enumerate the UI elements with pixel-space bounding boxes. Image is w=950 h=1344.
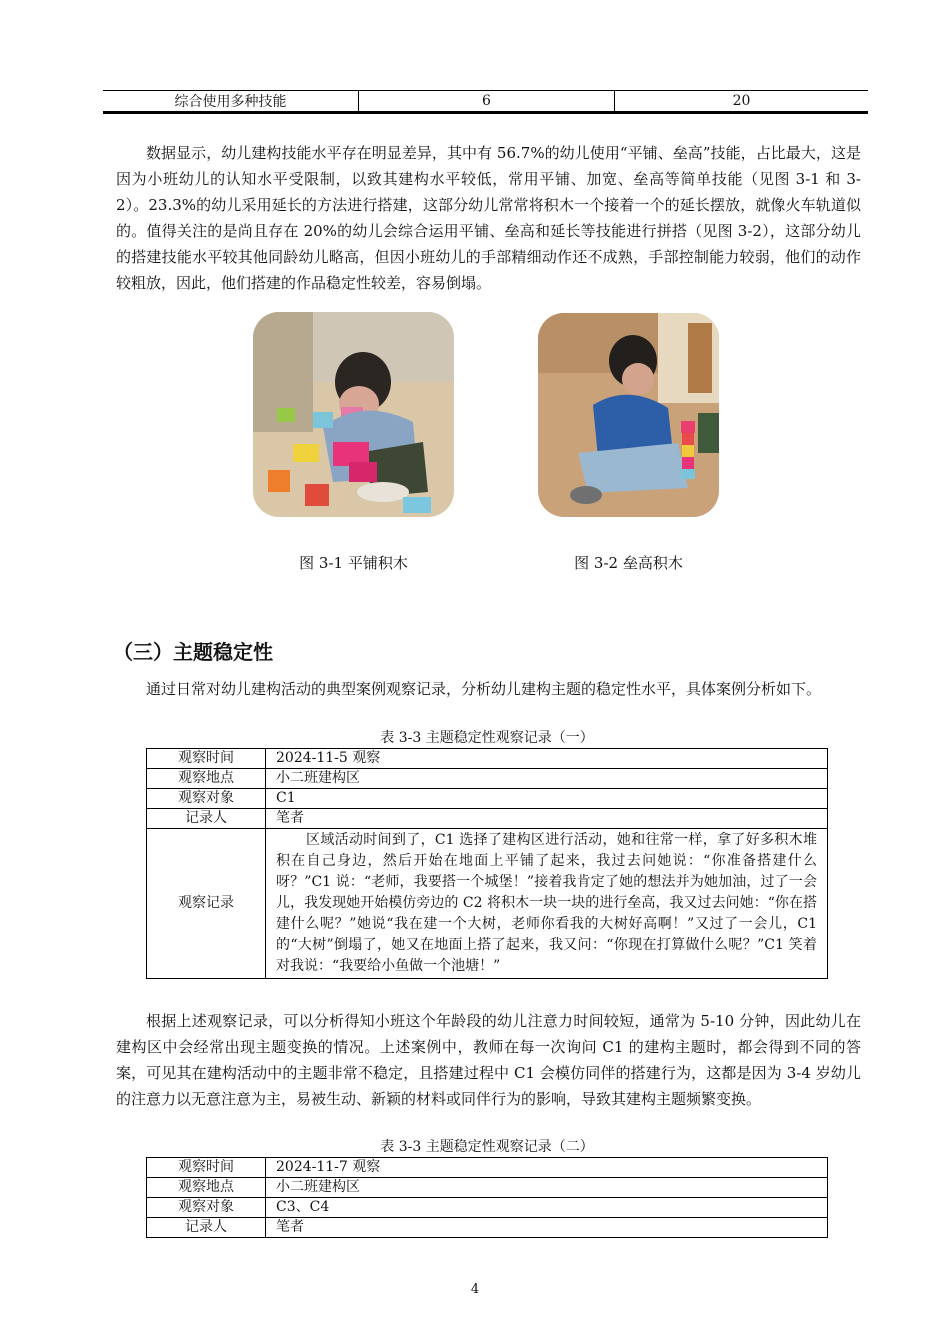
row-value: C1 bbox=[266, 789, 828, 809]
row-label: 观察对象 bbox=[147, 789, 266, 809]
row-value: 2024-11-5 观察 bbox=[266, 749, 828, 769]
table-row bbox=[147, 749, 828, 769]
row-value: 小二班建构区 bbox=[266, 769, 828, 789]
record-text: 区域活动时间到了，C1 选择了建构区进行活动，她和往常一样，拿了好多积木堆积在自己身边，然后开始在地面上平铺了起来，我过去问她说：“你准备搭建什么呀？”C1 说：“老师，我要搭一个城堡！”接着我肯定了她的想法并为她加油，过了一会儿，我发现她开始模仿旁边的 C2 将积木一块一块的进行垒高，我又过去问她：“你在搭建什么呢？”她说“我在建一个大树，老师你看我的大树好高啊！”又过了一会儿，C1 的“大树”倒塌了，她又在地面上搭了起来，我又问：“你现在打算做什么呢？”C1 笑着对我说：“我要给小鱼做一个池塘！” bbox=[266, 829, 828, 979]
table-row bbox=[103, 91, 868, 113]
row-value: 笔者 bbox=[266, 1218, 828, 1238]
row-value: C3、C4 bbox=[266, 1198, 828, 1218]
paragraph-text: 根据上述观察记录，可以分析得知小班这个年龄段的幼儿注意力时间较短，通常为 5-10 分钟，因此幼儿在建构区中会经常出现主题变换的情况。上述案例中，教师在每一次询问 C1 的建构主题时，都会得到不同的答案，可见其在建构活动中的主题非常不稳定，且搭建过程中 C1 会模仿同伴的搭建行为，这都是因为 3-4 岁幼儿的注意力以无意注意为主，易被生动、新颖的材料或同伴行为的影响，导致其建构主题频繁变换。 bbox=[116, 1012, 861, 1108]
photo-stacking-blocks bbox=[538, 313, 719, 517]
photo-flat-laying-blocks bbox=[253, 312, 454, 517]
row-value: 笔者 bbox=[266, 809, 828, 829]
child-flat-blocks-image bbox=[253, 312, 454, 517]
row-value: 2024-11-7 观察 bbox=[266, 1158, 828, 1178]
table-row bbox=[147, 769, 828, 789]
row-label: 观察地点 bbox=[147, 769, 266, 789]
figure-caption-3-2: 图 3-2 垒高积木 bbox=[574, 554, 683, 572]
table2-caption: 表 3-3 主题稳定性观察记录（二） bbox=[380, 1139, 594, 1155]
paragraph-text: 数据显示，幼儿建构技能水平存在明显差异，其中有 56.7%的幼儿使用“平铺、垒高”技能，占比最大，这是因为小班幼儿的认知水平受限制，以致其建构水平较低，常用平铺、加宽、垒高等简单技能（见图 3-1 和 3-2）。23.3%的幼儿采用延长的方法进行搭建，这部分幼儿常常将积木一个接着一个的延长摆放，就像火车轨道似的。值得关注的是尚且存在 20%的幼儿会综合运用平铺、垒高和延长等技能进行拼搭（见图 3-2），这部分幼儿的搭建技能水平较其他同龄幼儿略高，但因小班幼儿的手部精细动作还不成熟，手部控制能力较弱，他们的动作较粗放，因此，他们搭建的作品稳定性较差，容易倒塌。 bbox=[116, 144, 861, 292]
table-row bbox=[147, 809, 828, 829]
skill-percent-cell: 20 bbox=[615, 91, 869, 113]
skill-count-cell: 6 bbox=[359, 91, 615, 113]
table-row bbox=[147, 829, 828, 979]
row-label: 观察时间 bbox=[147, 749, 266, 769]
page-number: 4 bbox=[470, 1282, 480, 1297]
row-label: 观察对象 bbox=[147, 1198, 266, 1218]
skill-label-cell: 综合使用多种技能 bbox=[103, 91, 359, 113]
child-stacking-blocks-image bbox=[538, 313, 719, 517]
row-label: 记录人 bbox=[147, 809, 266, 829]
row-label: 观察时间 bbox=[147, 1158, 266, 1178]
observation-table-2 bbox=[146, 1157, 828, 1238]
table-row bbox=[147, 789, 828, 809]
observation-table-1 bbox=[146, 748, 828, 979]
paragraph-skill-analysis bbox=[116, 140, 861, 296]
section-heading: （三）主题稳定性 bbox=[113, 640, 273, 664]
figure-caption-3-1: 图 3-1 平铺积木 bbox=[299, 554, 408, 572]
row-value: 小二班建构区 bbox=[266, 1178, 828, 1198]
table-row bbox=[147, 1198, 828, 1218]
paragraph-intro bbox=[116, 676, 861, 702]
paragraph-text: 通过日常对幼儿建构活动的典型案例观察记录，分析幼儿建构主题的稳定性水平，具体案例分析如下。 bbox=[146, 680, 822, 698]
paragraph-analysis bbox=[116, 1008, 861, 1112]
row-label: 记录人 bbox=[147, 1218, 266, 1238]
record-label: 观察记录 bbox=[147, 829, 266, 979]
skills-table bbox=[103, 90, 868, 114]
table1-caption: 表 3-3 主题稳定性观察记录（一） bbox=[380, 730, 594, 746]
table-row bbox=[147, 1218, 828, 1238]
row-label: 观察地点 bbox=[147, 1178, 266, 1198]
table-row bbox=[147, 1178, 828, 1198]
table-row bbox=[147, 1158, 828, 1178]
